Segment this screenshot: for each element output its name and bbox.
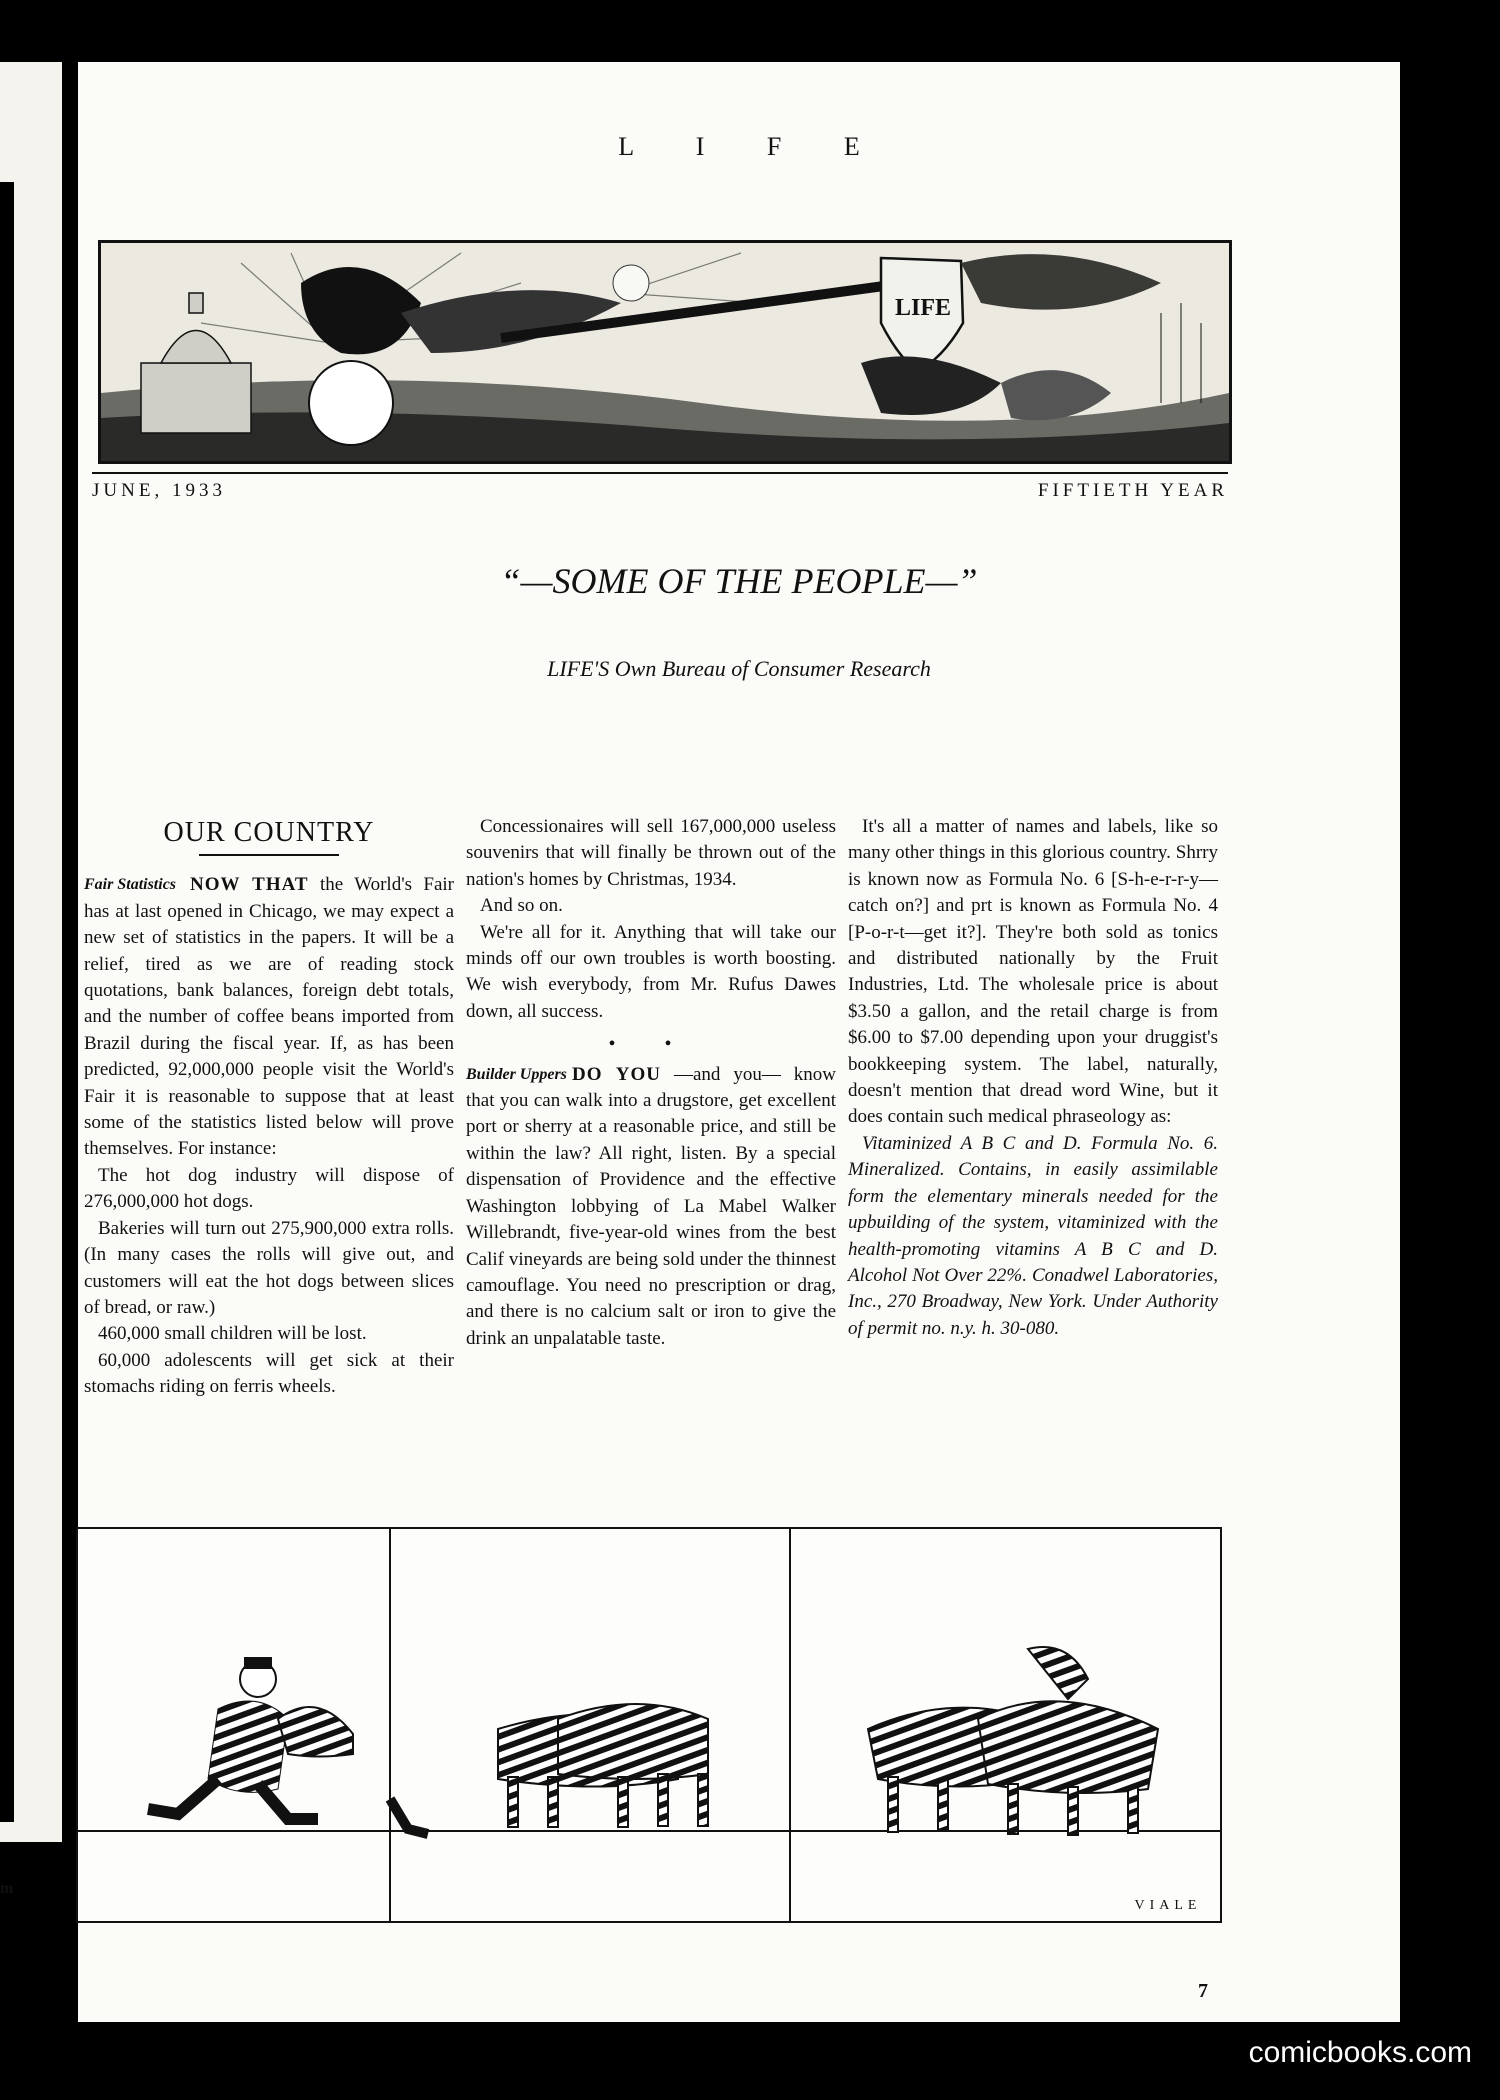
lead-in-do-you: DO YOU <box>572 1063 661 1085</box>
left-page-fragment: m <box>0 1880 14 1897</box>
section-rule <box>199 854 339 856</box>
cartoon-strip <box>76 1527 1222 1923</box>
zebra-head <box>278 1707 353 1757</box>
text-column-2 <box>466 814 836 1352</box>
zebra-herd-right <box>868 1647 1158 1835</box>
fair-paragraph-5: 60,000 adolescents will get sick at their stomachs riding on ferris wheels. <box>84 1349 454 1398</box>
text-column-3 <box>848 814 1218 1342</box>
side-label-fair: Fair Statistics <box>84 876 177 894</box>
fair-paragraph-2: The hot dog industry will dispose of 276,000,000 hot dogs. <box>84 1164 454 1213</box>
section-heading: OUR COUNTRY <box>163 817 375 848</box>
artist-signature: VIALE <box>1134 1898 1202 1913</box>
header-illustration <box>98 240 1232 464</box>
article-title: “—SOME OF THE PEOPLE—” <box>500 561 978 601</box>
label-quotation: Vitaminized A B C and D. Formula No. 6. Mineralized. Contains, in easily assimilable form the elementary minerals needed for the upbuilding of the system, vitaminized with the health-promoting vitamins A B C and D. Alcohol Not Over 22%. Conadwel Laboratories, Inc., 270 Broadway, New York. Under Authority of permit no. n.y. h. 30-080. <box>848 1132 1218 1339</box>
text-column-1 <box>84 814 454 1401</box>
fair-paragraph-8: We're all for it. Anything that will take our minds off our own troubles is worth boosting. We wish everybody, from Mr. Rufus Dawes down, all success. <box>466 921 836 1022</box>
left-page-shadow <box>0 182 14 1822</box>
cartoon-graphic <box>78 1529 1220 1921</box>
lead-in-now-that: NOW THAT <box>190 874 309 896</box>
left-page-edge <box>0 62 62 1897</box>
dateline <box>92 472 1228 502</box>
site-watermark: comicbooks.com <box>1248 2036 1472 2069</box>
issue-year: FIFTIETH YEAR <box>1037 480 1228 501</box>
fair-paragraph-4: 460,000 small children will be lost. <box>98 1323 367 1345</box>
article-subtitle: LIFE'S Own Bureau of Consumer Research <box>547 656 931 681</box>
section-separator: • • <box>608 1033 694 1056</box>
builder-paragraph-1: —and you— know that you can walk into a drugstore, get excellent port or sherry at a reasonable price, and still be within the law? All right, listen. By a special dispensation of Providence and the effective Washington lobbying of La Mabel Walker Willebrandt, five-year-old wines from the best Calif vineyards are being sold under the thinnest camouflage. You need no prescription or drag, and there is no calcium salt or iron to give the drink an unpalatable taste. <box>466 1063 836 1349</box>
fair-paragraph-1: the World's Fair has at last opened in Chicago, we may expect a new set of statistics in the papers. It will be a relief, tired as we are of reading stock quotations, bank balances, foreign debt totals, and the number of coffee beans imported from Brazil during the fiscal year. If, as has been predicted, 92,000,000 people visit the World's Fair it is reasonable to suppose that at least some of the statistics listed below will prove themselves. For instance: <box>84 874 454 1160</box>
zebra-herd-middle <box>498 1704 708 1827</box>
side-label-builder: Builder Uppers <box>466 1065 567 1083</box>
page-number: 7 <box>1198 1980 1208 2002</box>
issue-date: JUNE, 1933 <box>92 480 226 501</box>
magazine-page <box>78 62 1400 2022</box>
builder-paragraph-2: It's all a matter of names and labels, like so many other things in this glorious country. Shrry is known now as Formula No. 6 [S-h-e-r-r-y—catch on?] and prt is known as Formula No. 4 [P-o-r-t—get it?]. They're both sold as tonics and distributed nationally by the Fruit Industries, Ltd. The wholesale price is about $3.50 a gallon, and the retail charge is from $6.00 to $7.00 depending upon your druggist's bookkeeping system. The label, naturally, doesn't mention that dread word Wine, but it does contain such medical phraseology as: <box>848 816 1218 1128</box>
masthead: L I F E <box>618 132 888 161</box>
fair-paragraph-6: Concessionaires will sell 167,000,000 useless souvenirs that will finally be thrown out of the nation's homes by Christmas, 1934. <box>466 816 836 890</box>
shield-lettering: LIFE <box>894 295 952 321</box>
fair-paragraph-3: Bakeries will turn out 275,900,000 extra rolls. (In many cases the rolls will give out, and customers will eat the hot dogs between slices of bread, or raw.) <box>84 1217 454 1318</box>
illustration-graphic <box>101 243 1229 461</box>
fair-paragraph-7: And so on. <box>480 895 563 917</box>
